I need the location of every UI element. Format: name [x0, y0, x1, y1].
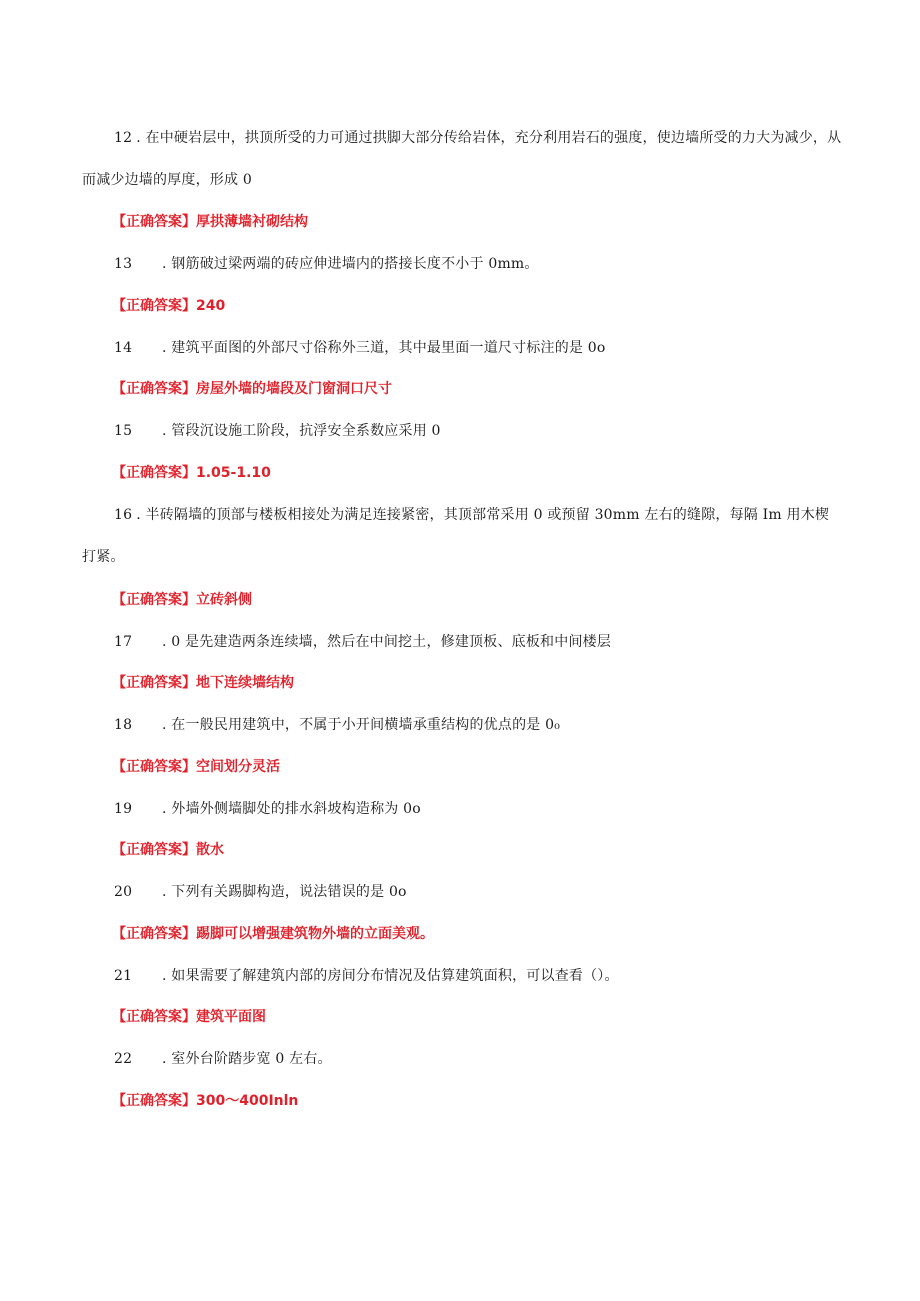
- question-number: 18: [114, 717, 133, 733]
- question-text: . 0 是先建造两条连续墙，然后在中间挖土，修建顶板、底板和中间楼层: [162, 634, 612, 650]
- answer-text: 240: [196, 298, 226, 314]
- question-number: 17: [114, 634, 133, 650]
- question-22: [82, 1038, 842, 1080]
- answer-label: 【正确答案】: [112, 842, 196, 858]
- question-18: [82, 704, 842, 746]
- question-text: . 钢筋破过梁两端的砖应伸进墙内的搭接长度不小于 0mm。: [162, 256, 539, 272]
- question-text: . 在中硬岩层中，拱顶所受的力可通过拱脚大部分传给岩体，充分利用岩石的强度，使边墙所受的力大为减少，从而减少边墙的厚度，形成 0: [82, 130, 842, 188]
- answer-22: [112, 1091, 298, 1111]
- question-19: [82, 788, 842, 830]
- question-number: 20: [114, 884, 133, 900]
- question-text: . 在一般民用建筑中，不属于小开间横墙承重结构的优点的是 0₀: [162, 717, 561, 733]
- question-14: [82, 327, 842, 369]
- answer-21: [112, 1007, 266, 1027]
- answer-20: [112, 924, 434, 944]
- answer-label: 【正确答案】: [112, 298, 196, 314]
- question-12: [82, 117, 842, 201]
- question-15: [82, 410, 842, 452]
- answer-label: 【正确答案】: [112, 1009, 196, 1025]
- question-20: [82, 871, 842, 913]
- answer-text: 空间划分灵活: [196, 759, 280, 775]
- question-21: [82, 955, 842, 997]
- answer-text: 厚拱薄墙衬砌结构: [196, 214, 308, 230]
- answer-label: 【正确答案】: [112, 592, 196, 608]
- question-number: 16: [114, 507, 133, 523]
- answer-label: 【正确答案】: [112, 214, 196, 230]
- answer-18: [112, 757, 280, 777]
- question-number: 12: [114, 130, 133, 146]
- answer-text: 踢脚可以增强建筑物外墙的立面美观。: [196, 926, 434, 942]
- answer-13: [112, 296, 225, 316]
- question-number: 22: [114, 1051, 133, 1067]
- answer-12: [112, 212, 308, 232]
- question-text: . 如果需要了解建筑内部的房间分布情况及估算建筑面积，可以查看（）。: [162, 968, 619, 984]
- answer-text: 建筑平面图: [196, 1009, 266, 1025]
- answer-label: 【正确答案】: [112, 1093, 196, 1109]
- answer-label: 【正确答案】: [112, 381, 196, 397]
- answer-label: 【正确答案】: [112, 759, 196, 775]
- answer-text: 地下连续墙结构: [196, 675, 294, 691]
- answer-label: 【正确答案】: [112, 926, 196, 942]
- question-text: . 外墙外侧墙脚处的排水斜坡构造称为 0o: [162, 801, 421, 817]
- question-number: 21: [114, 968, 133, 984]
- question-number: 19: [114, 801, 133, 817]
- answer-text: 立砖斜侧: [196, 592, 252, 608]
- question-16: [82, 494, 842, 578]
- answer-label: 【正确答案】: [112, 675, 196, 691]
- answer-14: [112, 379, 392, 399]
- question-text: . 管段沉设施工阶段，抗浮安全系数应采用 0: [162, 423, 441, 439]
- question-number: 13: [114, 256, 133, 272]
- question-text: . 下列有关踢脚构造，说法错误的是 0o: [162, 884, 407, 900]
- question-text: . 室外台阶踏步宽 0 左右。: [162, 1051, 332, 1067]
- answer-text: 散水: [196, 842, 224, 858]
- question-13: [82, 243, 842, 285]
- question-text: . 半砖隔墙的顶部与楼板相接处为满足连接紧密，其顶部常采用 0 或预留 30mm 左右的缝隙，每隔 Im 用木楔打紧。: [82, 507, 830, 565]
- answer-text: 300～400Inln: [196, 1093, 299, 1109]
- answer-19: [112, 840, 224, 860]
- answer-17: [112, 673, 294, 693]
- answer-15: [112, 463, 271, 483]
- question-number: 14: [114, 340, 133, 356]
- question-text: . 建筑平面图的外部尺寸俗称外三道，其中最里面一道尺寸标注的是 0o: [162, 340, 606, 356]
- question-number: 15: [114, 423, 133, 439]
- answer-label: 【正确答案】: [112, 465, 196, 481]
- answer-16: [112, 590, 252, 610]
- answer-text: 1.05-1.10: [196, 465, 271, 481]
- question-17: [82, 621, 842, 663]
- answer-text: 房屋外墙的墙段及门窗洞口尺寸: [196, 381, 392, 397]
